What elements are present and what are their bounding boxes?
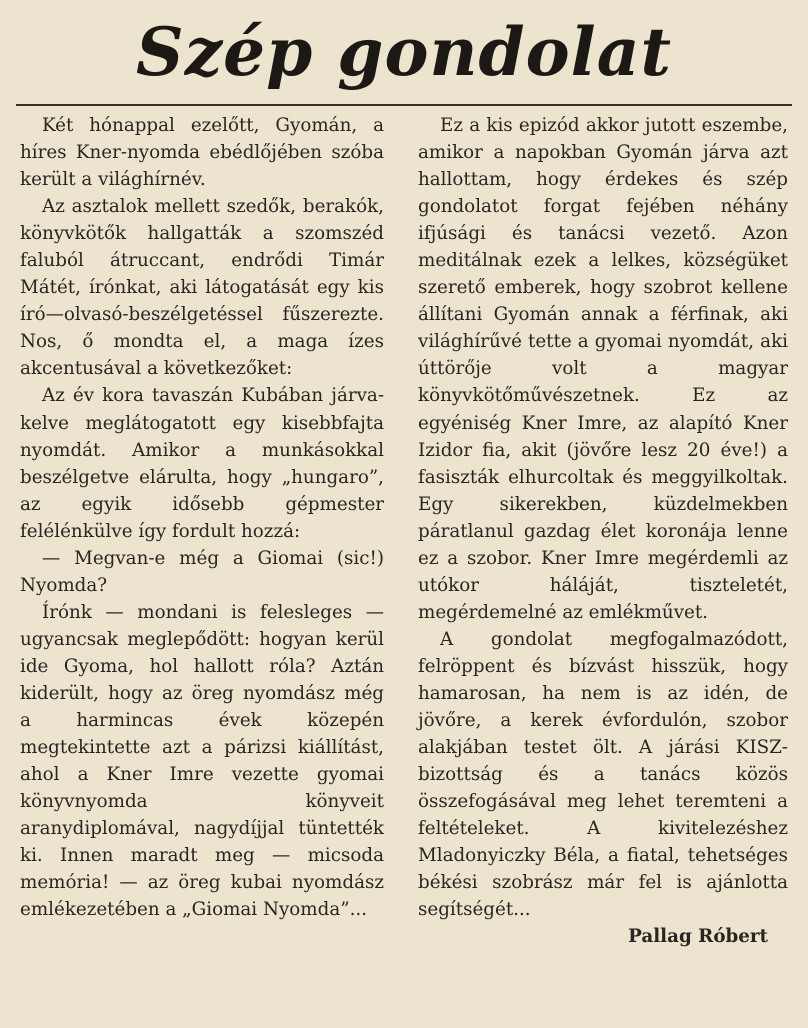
headline-rule (16, 104, 792, 106)
author-byline: Pallag Róbert (628, 926, 768, 948)
paragraph: Az év kora tavaszán Kubában járva-kelve meglátogatott egy kisebbfajta nyomdát. Amikor a munkásokkal beszélgetve elárulta, hogy „hungaro”, az egyik idősebb gépmester felélénkülve így fordult hozzá: (20, 385, 384, 542)
paragraph: Írónk — mondani is felesleges — ugyancsak meglepődött: hogyan kerül ide Gyoma, hol hallott róla? Aztán kiderült, hogy az öreg nyomdász még a harmincas évek közepén megtekintette azt a párizsi kiállítást, ahol a Kner Imre vezette gyomai könyvnyomda könyveit aranydiplomával, nagydíjjal tüntették ki. Innen maradt meg — micsoda memória! — az öreg kubai nyomdász emlékezetében a „Giomai Nyomda”... (20, 601, 384, 921)
paragraph: Ez a kis epizód akkor jutott eszembe, amikor a napokban Gyomán járva azt hallottam, hogy érdekes és szép gondolatot forgat fejében néhány ifjúsági és tanácsi vezető. Azon meditálnak ezek a lelkes, községüket szerető emberek, hogy szobrot kellene állítani Gyomán annak a férfinak, aki világhírűvé tette a gyomai nyomdát, aki úttörője volt a magyar könyvkötőművészetnek. Ez az egyéniség Kner Imre, az alapító Kner Izidor fia, akit (jövőre lesz 20 éve!) a fasiszták elhurcoltak és meggyilkoltak. Egy sikerekben, küzdelmekben páratlanul gazdag élet koronája lenne ez a szobor. Kner Imre megérdemli az utókor háláját, tiszteletét, megérdemelné az emlékművet. (418, 115, 788, 623)
paragraph: Az asztalok mellett szedők, berakók, könyvkötők hallgatták a szomszéd faluból átruccant, endrődi Timár Mátét, írónkat, aki látogatását egy kis író—olvasó-beszélgetéssel fűszerezte. Nos, ő mondta el, a maga ízes akcentusával a következőket: (20, 196, 384, 380)
right-column (418, 112, 788, 950)
headline: Szép gondolat (136, 13, 672, 91)
paragraph: Két hónappal ezelőtt, Gyomán, a híres Kner-nyomda ebédlőjében szóba került a világhírnév. (20, 115, 384, 191)
paragraph: A gondolat megfogalmazódott, felröppent és bízvást hisszük, hogy hamarosan, ha nem is az idén, de jövőre, a kerek évfordulón, szobor alakjában testet ölt. A járási KISZ-bizottság és a tanács közös összefogásával meg lehet teremteni a feltételeket. A kivitelezéshez Mladonyiczky Béla, a fiatal, tehetséges békési szobrász már fel is ajánlotta segítségét... (418, 628, 788, 921)
left-column (20, 112, 384, 923)
paragraph: — Megvan-e még a Giomai (sic!) Nyomda? (20, 547, 384, 596)
